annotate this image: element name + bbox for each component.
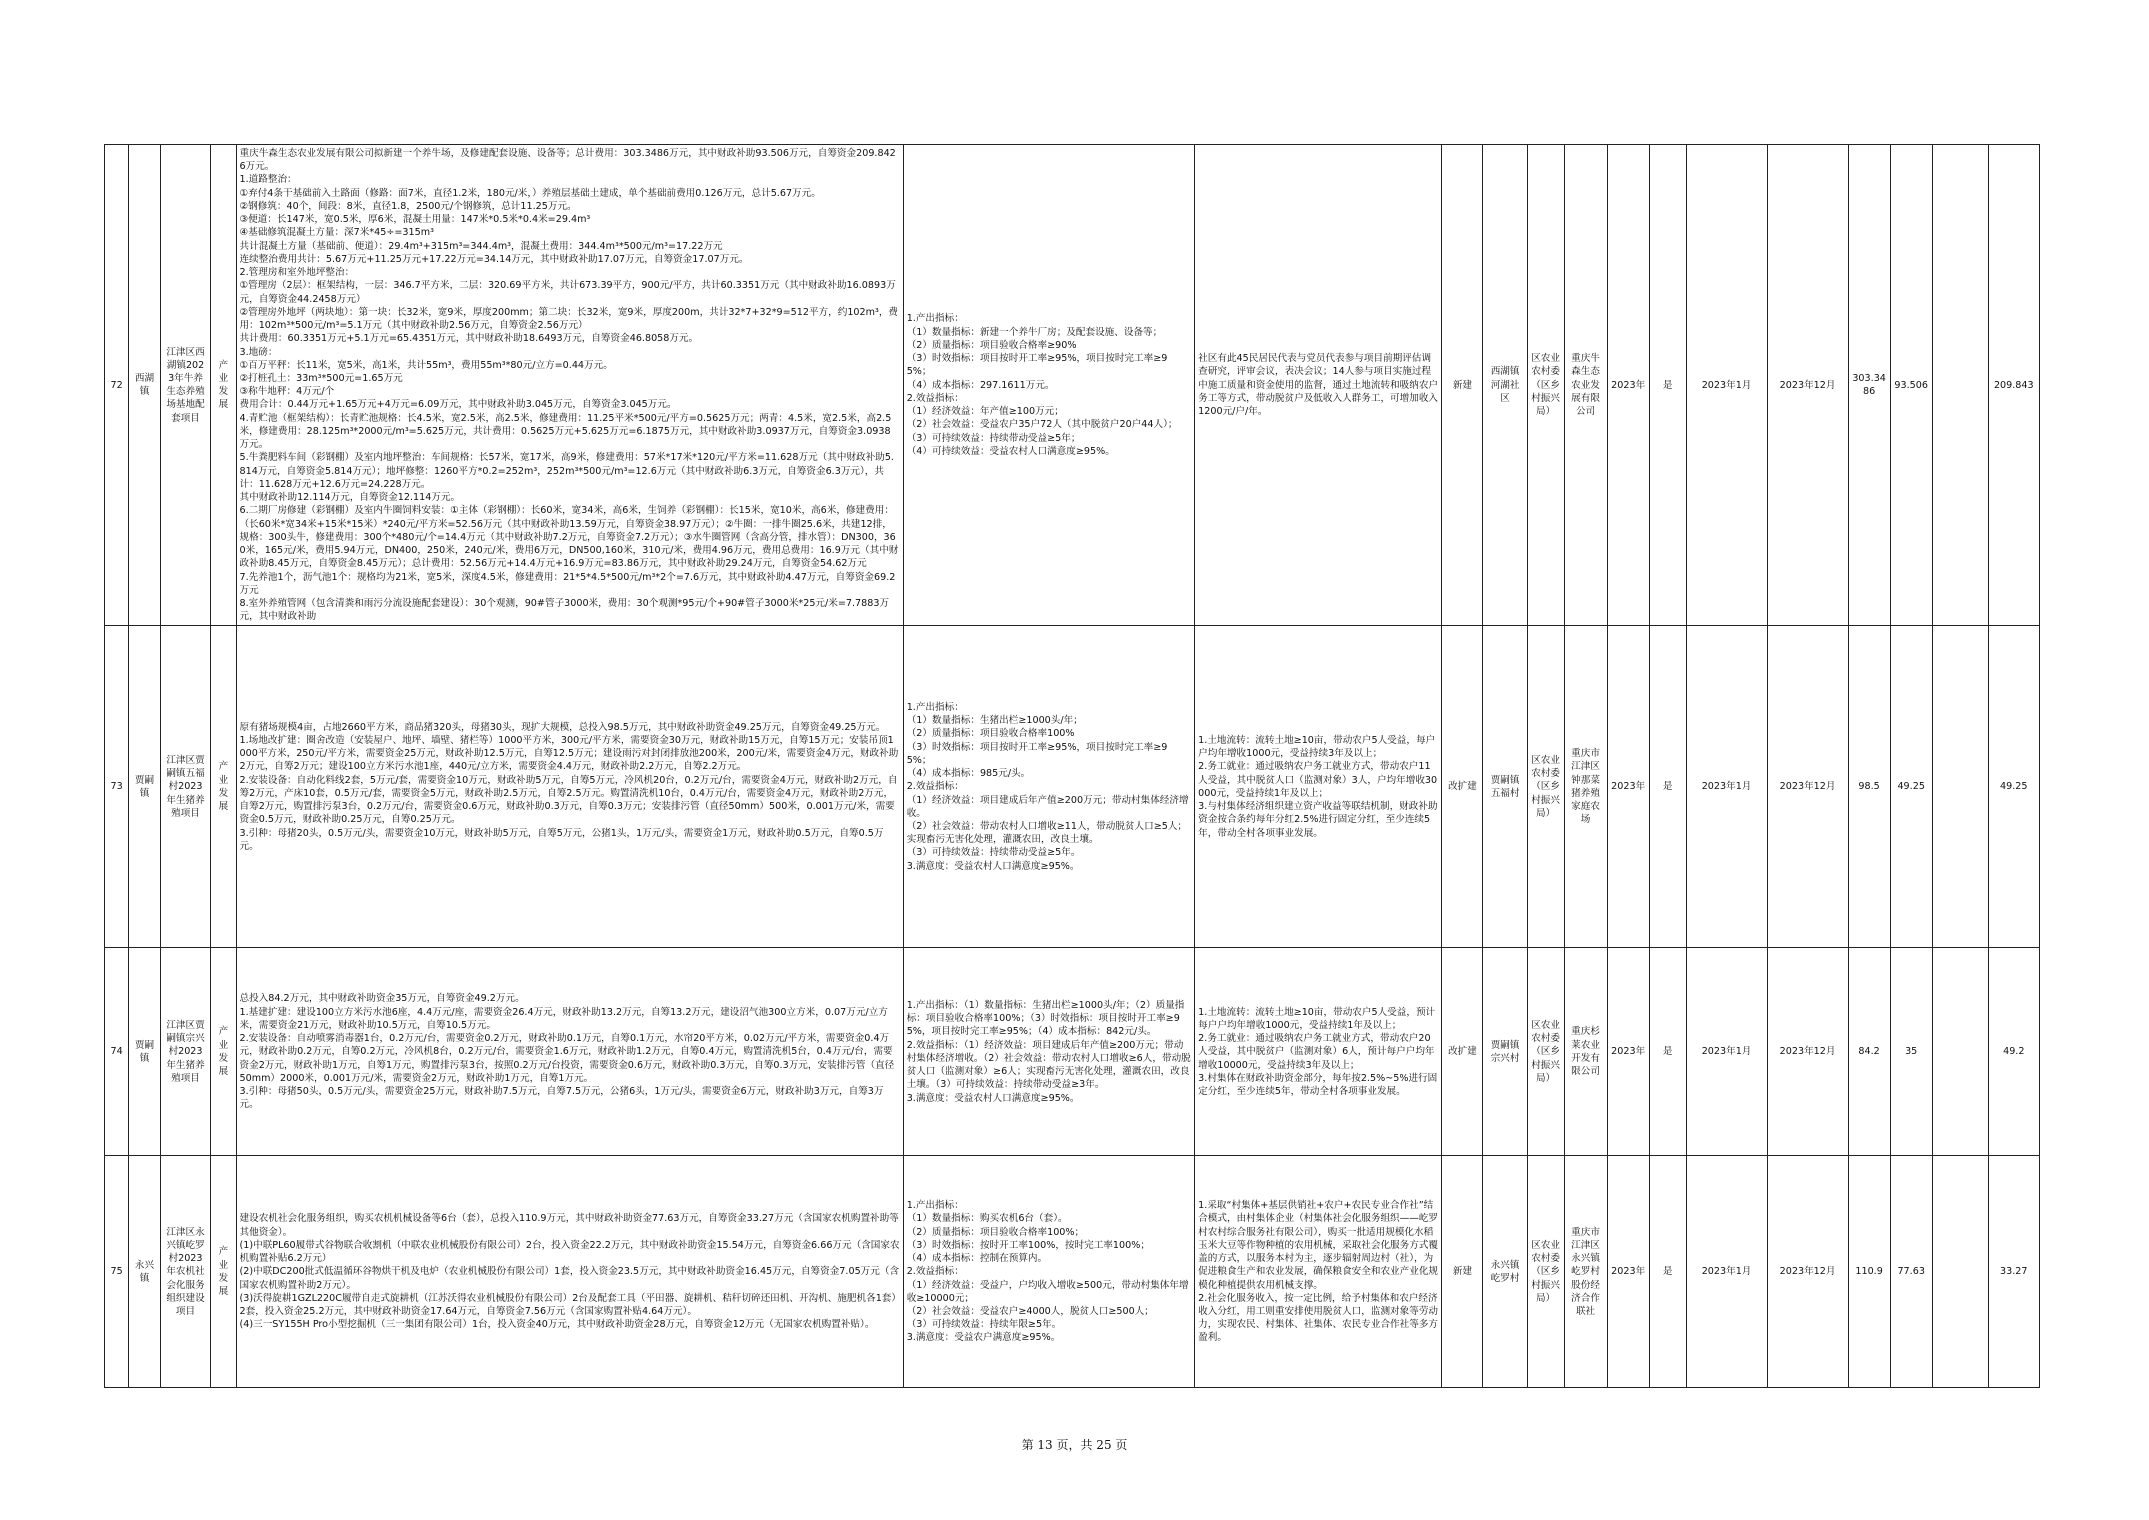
indicator-line: 2.效益指标：（1）经济效益：项目建成后年产值≥200万元；带动村集体经济增收。（2）社会效益：带动农村人口增收≥6人，带动脱贫人口（监测对象）≥6人；实现畜污无害化处理，灌溉农田，改良土壤。（3）可持续效益：持续带动受益≥3年。 [906,1039,1191,1091]
dept-cell: 区农业农村委（区乡村振兴局） [1527,145,1564,626]
year-cell: 2023年 [1607,145,1649,626]
flag-cell: 是 [1649,626,1686,948]
site-cell: 贾嗣镇宗兴村 [1483,948,1527,1156]
benefit-cell [1195,1156,1442,1388]
empty-cell [1932,145,1988,626]
owner-cell: 重庆市江津区永兴镇屹罗村股份经济合作联社 [1564,1156,1607,1388]
benefit-line: 2.务工就业：通过吸纳农户务工就业方式，带动农户11人受益，其中脱贫人口（监测对象）3人，户均年增收30000元，受益持续1年及以上； [1198,761,1438,799]
content-line: ②打桩孔土：33m³*500元=1.65万元 [239,372,403,384]
content-line: 共计费用：60.3351万元+5.1万元=65.4351万元，其中财政补助18.6493万元，自筹资金46.8058万元。 [239,333,699,345]
owner-cell: 重庆牛森生态农业发展有限公司 [1564,145,1607,626]
owner-cell: 重庆杉莱农业开发有限公司 [1564,948,1607,1156]
indicator-line: （2）质量指标：项目验收合格率100% [906,728,1075,740]
empty-cell [1932,948,1988,1156]
project-name-cell: 江津区贾嗣镇宗兴村2023年生猪养殖项目 [160,948,211,1156]
content-line: (4)三一SY155H Pro小型挖掘机（三一集团有限公司）1台，投入资金40万元，其中财政补助资金28万元，自筹资金12万元（无国家农机购置补贴）。 [239,1319,875,1331]
table-row [105,626,2096,948]
town-cell: 西湖镇 [129,145,161,626]
indicator-line: 2.效益指标： [906,1266,964,1278]
indicator-line: （1）经济效益：项目建成后年产值≥200万元；带动村集体经济增收。 [906,794,1189,819]
end-cell: 2023年12月 [1767,1156,1848,1388]
indicator-line: （4）成本指标：985元/头。 [906,768,1031,780]
content-line: 3.地磅： [239,346,278,358]
empty-cell [1932,626,1988,948]
project-name-cell: 江津区永兴镇屹罗村2023年农机社会化服务组织建设项目 [160,1156,211,1388]
start-cell: 2023年1月 [1686,145,1767,626]
fiscal-cell: 35 [1890,948,1932,1156]
content-line: 连续整治费用共计：5.67万元+11.25万元+17.22万元=34.14万元，其中财政补助17.07万元，自筹资金17.07万元。 [239,253,749,265]
indicator-line: （2）社会效益：受益农户≥4000人，脱贫人口≥500人； [906,1306,1154,1318]
table-row [105,948,2096,1156]
content-line: ③便道：长147米，宽0.5米，厚6米，混凝土用量：147米*0.5米*0.4米=29.4m³ [239,214,591,226]
category-cell: 产业发展 [211,948,236,1156]
empty-cell [1932,1156,1988,1388]
project-name-cell: 江津区贾嗣镇五福村2023年生猪养殖项目 [160,626,211,948]
content-line: ②管理房外地坪（两块地）：第一块：长32米，宽9米，厚度200mm；第二块：长32米，宽9米，厚度200m，共计32*7+32*9=512平方，约102m³，费用：102m³*500元/m³=5.1万元（其中财政补助2.56万元，自筹资金2.56万元） [239,306,899,332]
content-line: 4.青贮池（框架结构）：长青贮池规格：长4.5米，宽2.5米，高2.5米，修建费用：11.25平米*500元/平方=0.5625万元；两青：4.5米，宽2.5米，高2.5米，修建费用：28.125m³*2000元/m³=5.625万元，共计费用：0.5625万元+5.625万元=6.1875万元，其中财政补助3.0937万元，自筹资金3.0938万元。 [239,412,892,451]
dept-cell: 区农业农村委（区乡村振兴局） [1527,1156,1564,1388]
indicator-line: （2）质量指标：项目验收合格率≥90% [906,339,1077,351]
dept-cell: 区农业农村委（区乡村振兴局） [1527,626,1564,948]
benefit-line: 社区有此45民居民代表与党员代表参与项目前期评估调查研究，评审会议，表决会议；14人参与项目实施过程中施工质量和资金使用的监督，通过土地流转和吸纳农户务工等方式，带动脱贫户及低收入人群务工，可增加收入1200元/户/年。 [1198,353,1439,418]
content-line: 重庆牛森生态农业发展有限公司拟新建一个养牛场，及修建配套设施、设备等；总计费用：303.3486万元，其中财政补助93.506万元，自筹资金209.8426万元。 [239,148,896,173]
content-line: 2.安装设备：自动喷雾消毒器1台，0.2万元/台，需要资金0.2万元，财政补助0.1万元，自筹0.1万元，水帘20平方米，0.02万元/平方米，需要资金0.4万元，财政补助0.2万元，自筹0.2万元，冷风机8台，0.2万元/台，需要资金1.6万元，财政补助1.2万元，自筹0.4万元，购置清洗机5台，0.4万元/台，需要资金2万元，财政补助1万元，自筹1万元，购置排污泵3台，按照0.2万元/台投资，需要资金0.6万元，财政补助0.3万元，自筹0.3万元，安装排污管（直径50mm）2000米，0.001万元/米，需要资金2万元，财政补助1万元，自筹1万元。 [239,1033,895,1084]
category-cell: 产业发展 [211,145,236,626]
self-fund-cell: 209.843 [1988,145,2040,626]
content-cell [236,145,903,626]
page-footer: 第 13 页，共 25 页 [1021,1438,1128,1452]
indicators-cell [903,145,1194,626]
end-cell: 2023年12月 [1767,948,1848,1156]
self-fund-cell: 49.2 [1988,948,2040,1156]
indicator-line: 1.产出指标： [906,1200,964,1212]
owner-cell: 重庆市江津区钟那菜猪养殖家庭农场 [1564,626,1607,948]
flag-cell: 是 [1649,948,1686,1156]
indicators-cell [903,1156,1194,1388]
site-cell: 永兴镇屹罗村 [1483,1156,1527,1388]
indicator-line: （3）时效指标：按时开工率100%，按时完工率100%； [906,1239,1150,1251]
build-type-cell: 新建 [1442,1156,1483,1388]
total-cell: 98.5 [1848,626,1890,948]
content-line: ④基础修筑混凝土方量：深7米*45÷=315m³ [239,227,434,239]
content-line: 5.牛粪肥料车间（彩钢棚）及室内地坪整治：车间规格：长57米，宽17米，高9米，修建费用：57米*17米*120元/平方米=11.628万元（其中财政补助5.814万元，自筹资金5.814万元）；地坪修整：1260平方*0.2=252m³，252m³*500元/m³=12.6万元（其中财政补助6.3万元，自筹资金6.3万元），共计：11.628万元+12.6万元=24.228万元。 [239,452,894,490]
fiscal-cell: 49.25 [1890,626,1932,948]
seq-cell: 75 [105,1156,129,1388]
build-type-cell: 改扩建 [1442,948,1483,1156]
content-line: 1.道路整治： [239,174,297,186]
category-cell: 产业发展 [211,626,236,948]
content-line: ①百万平秤：长11米，宽5米，高1米，共计55m³，费用55m³*80元/立方=0.44万元。 [239,359,613,371]
indicator-line: （3）可持续效益：持续带动受益≥5年。 [906,847,1081,859]
year-cell: 2023年 [1607,948,1649,1156]
seq-cell: 74 [105,948,129,1156]
site-cell: 贾嗣镇五福村 [1483,626,1527,948]
content-line: ③称牛地秤：4万元/个 [239,386,335,398]
content-line: 原有猪场规模4亩，占地2660平方米，商品猪320头，母猪30头，现扩大规模，总投入98.5万元，其中财政补助资金49.25万元，自筹资金49.25万元。 [239,721,886,733]
build-type-cell: 新建 [1442,145,1483,626]
benefit-line: 3.村集体在财政补助资金部分，每年按2.5%~5%进行固定分红，至少连续5年，带动全村各项事业发展。 [1198,1072,1438,1098]
content-line: 其中财政补助12.114万元，自筹资金12.114万元。 [239,492,461,504]
indicator-line: （4）成本指标：297.1611万元。 [906,379,1055,391]
content-line: 3.引种：母猪50头，0.5万元/头，需要资金25万元，财政补助7.5万元，自筹7.5万元，公猪6头，1万元/头，需要资金6万元，财政补助3万元，自筹3万元。 [239,1086,884,1111]
project-table [104,144,2096,1388]
content-cell [236,626,903,948]
benefit-line: 3.与村集体经济组织建立资产收益等联结机制，财政补助资金按合条约每年分红2.5%进行固定分红，至少连续5年，带动全村各项事业发展。 [1198,801,1438,839]
fiscal-cell: 77.63 [1890,1156,1932,1388]
indicator-line: （3）可持续效益：持续带动受益≥5年； [906,432,1081,444]
content-line: 费用合计：0.44万元+1.65万元+4万元=6.09万元，其中财政补助3.045万元，自筹资金3.045万元。 [239,399,677,411]
indicator-line: 3.满意度：受益农户满意度≥95%。 [906,1332,1061,1344]
seq-cell: 73 [105,626,129,948]
indicator-line: （4）可持续效益：受益农村人口满意度≥95%。 [906,445,1115,457]
total-cell: 303.3486 [1848,145,1890,626]
indicator-line: 3.满意度：受益农村人口满意度≥95%。 [906,860,1080,872]
flag-cell: 是 [1649,1156,1686,1388]
content-line: (1)中联PL60履带式谷物联合收割机（中联农业机械股份有限公司）2台，投入资金22.2万元，其中财政补助资金15.54万元，自筹资金6.66万元（含国家农机购置补贴6.2万元） [239,1239,900,1265]
indicator-line: 3.满意度：受益农村人口满意度≥95%。 [906,1092,1080,1104]
benefit-cell [1195,145,1442,626]
indicator-line: （1）数量指标：新建一个养牛厂房；及配套设施、设备等； [906,326,1163,338]
content-line: ①弃付4条干基础前入土路面（修路：面7米，直径1.2米，180元/米，）养殖层基础土建成，单个基础前费用0.126万元，总计5.67万元。 [239,187,821,199]
benefit-line: 2.社会化服务收入，按一定比例，给予村集体和农户经济收入分红，用工则重安排使用脱贫人口，监测对象等劳动力，实现农民、村集体、社集体、农民专业合作社等多方盈利。 [1198,1292,1439,1344]
indicator-line: 1.产出指标：（1）数量指标：生猪出栏≥1000头/年；（2）质量指标：项目验收合格率100%；（3）时效指标：项目按时开工率≥95%，项目按时完工率≥95%；（4）成本指标：842元/头。 [906,1000,1185,1038]
indicator-line: （3）时效指标：项目按时开工率≥95%，项目按时完工率≥95%； [906,741,1168,766]
content-line: ①管理房（2层）：框架结构，一层：346.7平方米，二层：320.69平方米，共计673.39平方，900元/平方，共计60.3351万元（其中财政补助16.0893万元，自筹资金44.2458万元） [239,280,896,305]
content-line: 8.室外养殖管网（包含清粪和雨污分流设施配套建设）：30个观测，90#管子3000米，费用：30个观测*95元/个+90#管子3000米*25元/米=7.7883万元，其中财政补助 [239,597,890,623]
self-fund-cell: 49.25 [1988,626,2040,948]
end-cell: 2023年12月 [1767,626,1848,948]
content-line: (3)沃得旋耕1GZL220C履带自走式旋耕机（江苏沃得农业机械股份有限公司）2台及配套工具（平田器、旋耕机、秸秆切碎还田机、开沟机、施肥机各1套）2套，投入资金25.2万元，其中财政补助资金17.64万元，自筹资金7.56万元（含国家购置补贴4.64万元）。 [239,1292,897,1318]
content-line: 7.先养池1个，沥气池1个：规格均为21米，宽5米，深度4.5米，修建费用：21*5*4.5*500元/m³*2个=7.6万元，其中财政补助4.47万元，自筹资金69.2万元 [239,571,896,596]
total-cell: 84.2 [1848,948,1890,1156]
indicator-line: 1.产出指标： [906,701,964,713]
content-line: 总投入84.2万元，其中财政补助资金35万元，自筹资金49.2万元。 [239,993,525,1005]
indicator-line: （2）社会效益：带动农村人口增收≥11人，带动脱贫人口≥5人；实现畜污无害化处理，灌溉农田，改良土壤。 [906,821,1188,846]
content-line: ②钢修筑：40个，间段：8米，直径1.8，2500元/个钢修筑，总计11.25万元。 [239,200,577,212]
indicator-line: （1）经济效益：受益户，户均收入增收≥500元，带动村集体年增收≥10000元； [906,1279,1189,1304]
table-row [105,1156,2096,1388]
content-line: 2.管理房和室外地坪整治： [239,267,355,279]
indicator-line: （1）经济效益：年产值≥100万元； [906,406,1064,418]
start-cell: 2023年1月 [1686,948,1767,1156]
town-cell: 贾嗣镇 [129,948,161,1156]
indicator-line: 2.效益指标： [906,392,964,404]
benefit-cell [1195,948,1442,1156]
indicator-line: （1）数量指标：购买农机6台（套）。 [906,1213,1068,1225]
indicator-line: （4）成本指标：控制在预算内。 [906,1253,1048,1265]
seq-cell: 72 [105,145,129,626]
benefit-cell [1195,626,1442,948]
indicator-line: （2）社会效益：受益农户35户72人（其中脱贫户20户44人）； [906,419,1178,431]
content-line: 1.场地改扩建：圈舍改造（安装屋户、地坪、墙壁、猪栏等）1000平方米，300元/平方米，需要资金30万元，财政补助15万元，自筹15万元；安装吊顶1000平方米，250元/平方米，需要资金25万元，财政补助12.5万元，自筹12.5万元；建设雨污对封闭排放池200米，200元/米，需要资金4万元，财政补助2万元，自筹2万元；建设100立方米污水池1座，440元/立方米，需要资金4.4万元，财政补助2.2万元，自筹2.2万元。 [239,735,899,773]
total-cell: 110.9 [1848,1156,1890,1388]
indicator-line: （3）时效指标：项目按时开工率≥95%，项目按时完工率≥95%； [906,353,1168,378]
content-line: 1.基建扩建：建设100立方米污水池6座，4.4万元/座，需要资金26.4万元，财政补助13.2万元，自筹13.2万元，建设沼气池300立方米，0.07万元/立方米，需要资金21万元，财政补助10.5万元，自筹10.5万元。 [239,1006,888,1031]
benefit-line: 1.土地流转：流转土地≥10亩，带动农户5人受益，预计每户户均年增收1000元，受益持续1年及以上； [1198,1006,1436,1031]
indicator-line: （3）可持续效益：持续年限≥5年。 [906,1319,1062,1331]
start-cell: 2023年1月 [1686,626,1767,948]
town-cell: 永兴镇 [129,1156,161,1388]
indicators-cell [903,626,1194,948]
end-cell: 2023年12月 [1767,145,1848,626]
self-fund-cell: 33.27 [1988,1156,2040,1388]
flag-cell: 是 [1649,145,1686,626]
indicator-line: 1.产出指标： [906,313,964,325]
indicator-line: （2）质量指标：项目验收合格率100%； [906,1226,1085,1238]
content-line: 共计混凝土方量（基础前、便道）：29.4m³+315m³=344.4m³，混凝土费用：344.4m³*500元/m³=17.22万元 [239,240,723,252]
indicators-cell [903,948,1194,1156]
start-cell: 2023年1月 [1686,1156,1767,1388]
indicator-line: （1）数量指标：生猪出栏≥1000头/年； [906,715,1083,727]
content-cell [236,1156,903,1388]
town-cell: 贾嗣镇 [129,626,161,948]
dept-cell: 区农业农村委（区乡村振兴局） [1527,948,1564,1156]
indicator-line: 2.效益指标： [906,781,964,793]
project-name-cell: 江津区西湖镇2023年牛养生态养殖场基地配套项目 [160,145,211,626]
benefit-line: 1.采取“村集体+基层供销社+农户+农民专业合作社”结合模式，由村集体企业（村集体社会化服务组织——屹罗村农村综合服务社有限公司），购买一批适用规模化水稻玉米大豆等作物种植的农用机械，采取社会化服务方式覆盖的方式，以服务本村为主，逐步辐射周边村（社），为促进粮食生产和农业发展，确保粮食安全和农业产业化规模化种植提供农用机械支撑。 [1198,1200,1439,1291]
benefit-line: 2.务工就业：通过吸纳农户务工就业方式，带动农户20人受益，其中脱贫户（监测对象）6人，预计每户户均年增收10000元，受益持续3年及以上； [1198,1033,1435,1071]
fiscal-cell: 93.506 [1890,145,1932,626]
content-line: 3.引种：母猪20头，0.5万元/头，需要资金10万元，财政补助5万元，自筹5万元，公猪1头，1万元/头，需要资金1万元，财政补助0.5万元，自筹0.5万元。 [239,827,884,852]
year-cell: 2023年 [1607,626,1649,948]
content-line: 6.二期厂房修建（彩钢棚）及室内牛圈饲料安装：①主体（彩钢棚）：长60米，宽34米，高6米，生饲养（彩钢棚）：长15米，宽10米，高6米，修建费用：（长60米*宽34米+15米*15米）*240元/平方米=52.56万元（其中财政补助13.59万元，自筹资金38.97万元）；②牛圈：一排牛圈25.6米，共建12排，规格：300头牛，修建费用：300个*480元/个=14.4万元（其中财政补助7.2万元，自筹资金7.2万元）；③水牛圈管网（含高分管，排水管）：DN300，360米，165元/米，费用5.94万元，DN400，250米，240元/米，费用6万元，DN500,160米，310元/米，费用4.96万元，费用总费用：16.9万元（其中财政补助8.45万元，自筹资金8.45万元）；总计费用：52.56万元+14.4万元+16.9万元=83.86万元，其中财政补助29.24万元，自筹资金54.62万元 [239,505,899,570]
category-cell: 产业发展 [211,1156,236,1388]
build-type-cell: 改扩建 [1442,626,1483,948]
table-row [105,145,2096,626]
benefit-line: 1.土地流转：流转土地≥10亩，带动农户5人受益，每户户均年增收1000元，受益持续3年及以上； [1198,735,1436,760]
content-line: 2.安装设备：自动化料线2套，5万元/套，需要资金10万元，财政补助5万元，自筹5万元，冷风机20台，0.2万元/台，需要资金4万元，财政补助2万元，自筹2万元，产床10套，0.5万元/套，需要资金5万元，财政补助2.5万元，自筹2.5万元。购置清洗机10台，0.4万元/台，需要资金4万元，财政补助2万元，自筹2万元，购置排污泵3台，0.2万元/台，需要资金0.6万元，财政补助0.3万元，自筹0.3万元；安装排污管（直径50mm）500米，0.001万元/米，需要资金0.5万元，财政补助0.25万元，自筹0.25万元。 [239,774,898,826]
content-line: (2)中联DC200批式低温循环谷物烘干机及电炉（农业机械股份有限公司）1套，投入资金23.5万元，其中财政补助资金16.45万元，自筹资金7.05万元（含国家农机购置补助2万元）。 [239,1266,900,1291]
content-line: 建设农机社会化服务组织，购买农机机械设备等6台（套），总投入110.9万元，其中财政补助资金77.63万元，自筹资金33.27万元（含国家农机购置补助等其他资金）。 [239,1213,899,1238]
content-cell [236,948,903,1156]
year-cell: 2023年 [1607,1156,1649,1388]
site-cell: 西湖镇河湖社区 [1483,145,1527,626]
